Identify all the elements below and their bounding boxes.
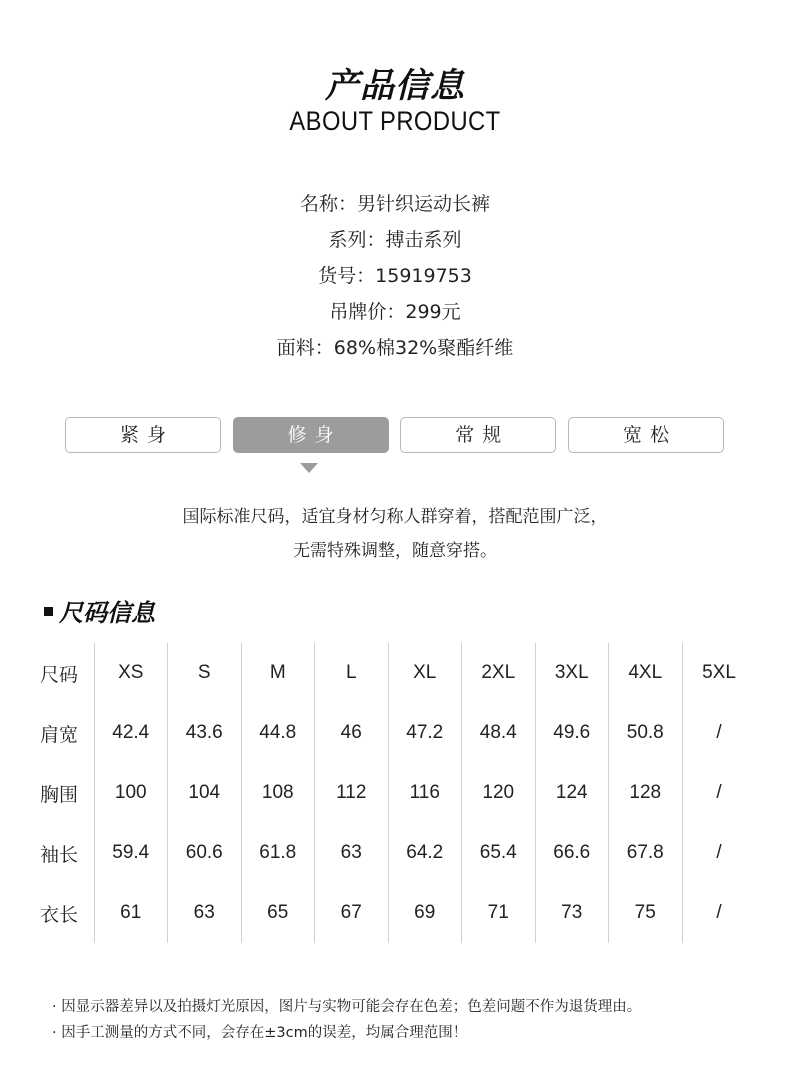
size-column-header: 3XL — [535, 643, 609, 703]
table-cell: 108 — [241, 763, 315, 823]
table-cell: 61.8 — [241, 823, 315, 883]
table-cell: 67 — [315, 883, 389, 943]
table-cell: 75 — [609, 883, 683, 943]
table-cell: 64.2 — [388, 823, 462, 883]
size-column-header: 5XL — [682, 643, 756, 703]
table-header-row — [30, 643, 756, 703]
page-subtitle: ABOUT PRODUCT — [289, 106, 501, 136]
row-label: 肩宽 — [40, 723, 79, 746]
table-cell: 63 — [168, 883, 242, 943]
table-row — [30, 703, 756, 763]
product-fabric: 面料：68%棉32%聚酯纤维 — [276, 337, 514, 359]
table-cell: 112 — [315, 763, 389, 823]
table-cell: 128 — [609, 763, 683, 823]
table-cell: / — [682, 823, 756, 883]
table-row — [30, 823, 756, 883]
table-cell: 63 — [315, 823, 389, 883]
fit-indicator-arrow — [300, 463, 318, 473]
fit-description-line: 国际标准尺码，适宜身材匀称人群穿着，搭配范围广泛， — [182, 507, 608, 527]
table-header-label: 尺码 — [40, 663, 79, 686]
note-item: · 因手工测量的方式不同，会存在±3cm的误差，均属合理范围！ — [52, 1025, 468, 1041]
table-cell: 43.6 — [168, 703, 242, 763]
size-column-header: XL — [388, 643, 462, 703]
table-cell: 67.8 — [609, 823, 683, 883]
note-item: · 因显示器差异以及拍摄灯光原因，图片与实物可能会存在色差；色差问题不作为退货理由。 — [52, 999, 642, 1015]
table-cell: 61 — [94, 883, 168, 943]
table-cell: 116 — [388, 763, 462, 823]
table-cell: 100 — [94, 763, 168, 823]
disclaimer-notes — [52, 994, 641, 1046]
page-title: 产品信息 — [325, 66, 465, 106]
fit-option-loose[interactable]: 宽松 — [568, 417, 724, 453]
product-info — [0, 186, 790, 366]
size-table — [30, 643, 756, 943]
table-cell: 124 — [535, 763, 609, 823]
table-cell: / — [682, 763, 756, 823]
size-column-header: L — [315, 643, 389, 703]
table-cell: 73 — [535, 883, 609, 943]
table-cell: / — [682, 703, 756, 763]
table-cell: 120 — [462, 763, 536, 823]
size-column-header: M — [241, 643, 315, 703]
table-cell: 48.4 — [462, 703, 536, 763]
row-label: 衣长 — [40, 903, 79, 926]
fit-selector — [65, 417, 724, 453]
table-cell: 46 — [315, 703, 389, 763]
table-cell: 71 — [462, 883, 536, 943]
fit-option-regular[interactable]: 常规 — [400, 417, 556, 453]
size-column-header: S — [168, 643, 242, 703]
table-row — [30, 883, 756, 943]
row-label: 袖长 — [40, 843, 79, 866]
size-column-header: 2XL — [462, 643, 536, 703]
table-cell: 60.6 — [168, 823, 242, 883]
row-label: 胸围 — [40, 783, 79, 806]
table-cell: 69 — [388, 883, 462, 943]
table-cell: 65.4 — [462, 823, 536, 883]
product-item-number: 货号：15919753 — [318, 265, 472, 287]
product-series: 系列：搏击系列 — [328, 229, 462, 251]
bullet-square-icon — [44, 607, 53, 616]
table-cell: 50.8 — [609, 703, 683, 763]
table-cell: 47.2 — [388, 703, 462, 763]
table-row — [30, 763, 756, 823]
product-name: 名称：男针织运动长裤 — [299, 193, 490, 215]
table-cell: 65 — [241, 883, 315, 943]
table-cell: 66.6 — [535, 823, 609, 883]
table-cell: 44.8 — [241, 703, 315, 763]
size-section-heading — [44, 594, 155, 626]
table-cell: 49.6 — [535, 703, 609, 763]
table-cell: / — [682, 883, 756, 943]
fit-description-line: 无需特殊调整，随意穿搭。 — [293, 541, 497, 561]
size-column-header: 4XL — [609, 643, 683, 703]
fit-option-slim[interactable]: 修身 — [233, 417, 389, 453]
size-section-title: 尺码信息 — [59, 598, 155, 627]
table-cell: 59.4 — [94, 823, 168, 883]
size-column-header: XS — [94, 643, 168, 703]
fit-description — [0, 500, 790, 568]
product-price: 吊牌价：299元 — [329, 301, 461, 323]
table-cell: 42.4 — [94, 703, 168, 763]
table-cell: 104 — [168, 763, 242, 823]
fit-option-tight[interactable]: 紧身 — [65, 417, 221, 453]
